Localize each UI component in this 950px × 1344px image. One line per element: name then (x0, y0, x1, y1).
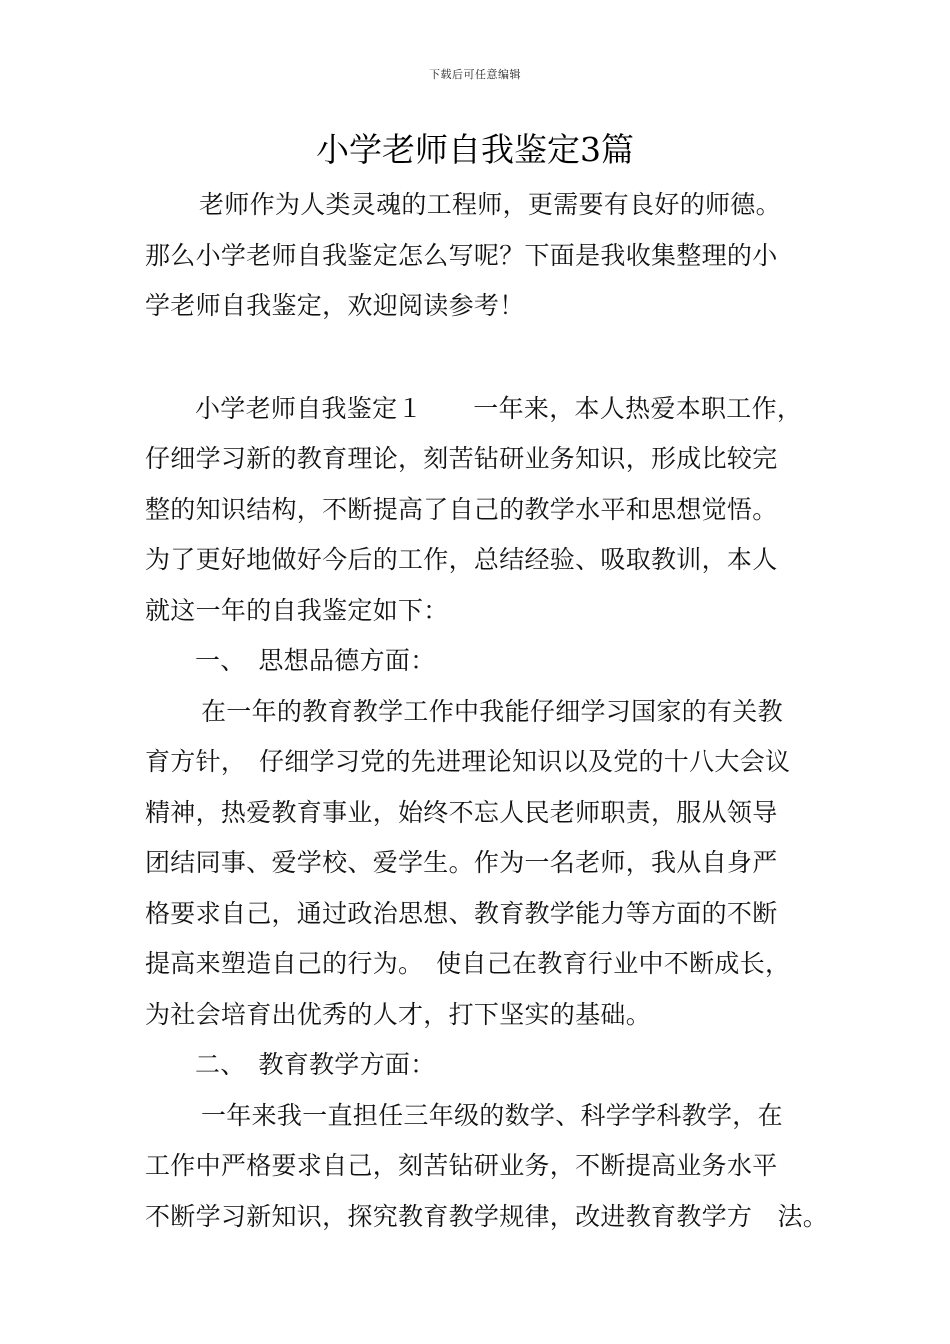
paragraph-line: 为社会培育出优秀的人才，打下坚实的基础。 (145, 999, 652, 1029)
paragraph-line: 就这一年的自我鉴定如下： (145, 595, 449, 625)
paragraph-line: 育方针， 仔细学习党的先进理论知识以及党的十八大会议 (145, 747, 791, 776)
paragraph-line: 提高来塑造自己的行为。 使自己在教育行业中不断成长， (145, 949, 791, 978)
paragraph-line: 那么小学老师自我鉴定怎么写呢？下面是我收集整理的小 (145, 240, 778, 270)
section-heading: 一、 思想品德方面： (195, 646, 436, 675)
paragraph-line: 团结同事、爱学校、爱学生。作为一名老师，我从自身严 (145, 848, 778, 877)
paragraph-line: 工作中严格要求自己，刻苦钻研业务，不断提高业务水平 (145, 1151, 778, 1180)
paragraph-line: 老师作为人类灵魂的工程师，更需要有良好的师德。 (199, 190, 781, 219)
paragraph-line: 仔细学习新的教育理论，刻苦钻研业务知识，形成比较完 (145, 444, 778, 473)
paragraph-line: 不断学习新知识，探究教育教学规律，改进教育教学方 法。 (145, 1201, 829, 1231)
paragraph-line: 小学老师自我鉴定１ 一年来，本人热爱本职工作， (195, 393, 803, 423)
header-note: 下载后可任意编辑 (429, 68, 521, 81)
document-body (145, 180, 829, 1242)
paragraph-line: 精神，热爱教育事业，始终不忘人民老师职责，服从领导 (145, 797, 778, 827)
paragraph-spacer (145, 332, 825, 384)
paragraph-line: 在一年的教育教学工作中我能仔细学习国家的有关教 (201, 696, 783, 726)
paragraph-line: 为了更好地做好今后的工作，总结经验、吸取教训，本人 (145, 545, 778, 574)
page-title: 小学老师自我鉴定3篇 (316, 130, 634, 169)
paragraph-line: 一年来我一直担任三年级的数学、科学学科教学，在 (201, 1100, 783, 1130)
paragraph-line: 整的知识结构，不断提高了自己的教学水平和思想觉悟。 (145, 494, 778, 524)
section-heading: 二、 教育教学方面： (195, 1050, 436, 1079)
paragraph-line: 格要求自己，通过政治思想、教育教学能力等方面的不断 (145, 898, 778, 928)
paragraph-line: 学老师自我鉴定，欢迎阅读参考！ (145, 291, 525, 320)
